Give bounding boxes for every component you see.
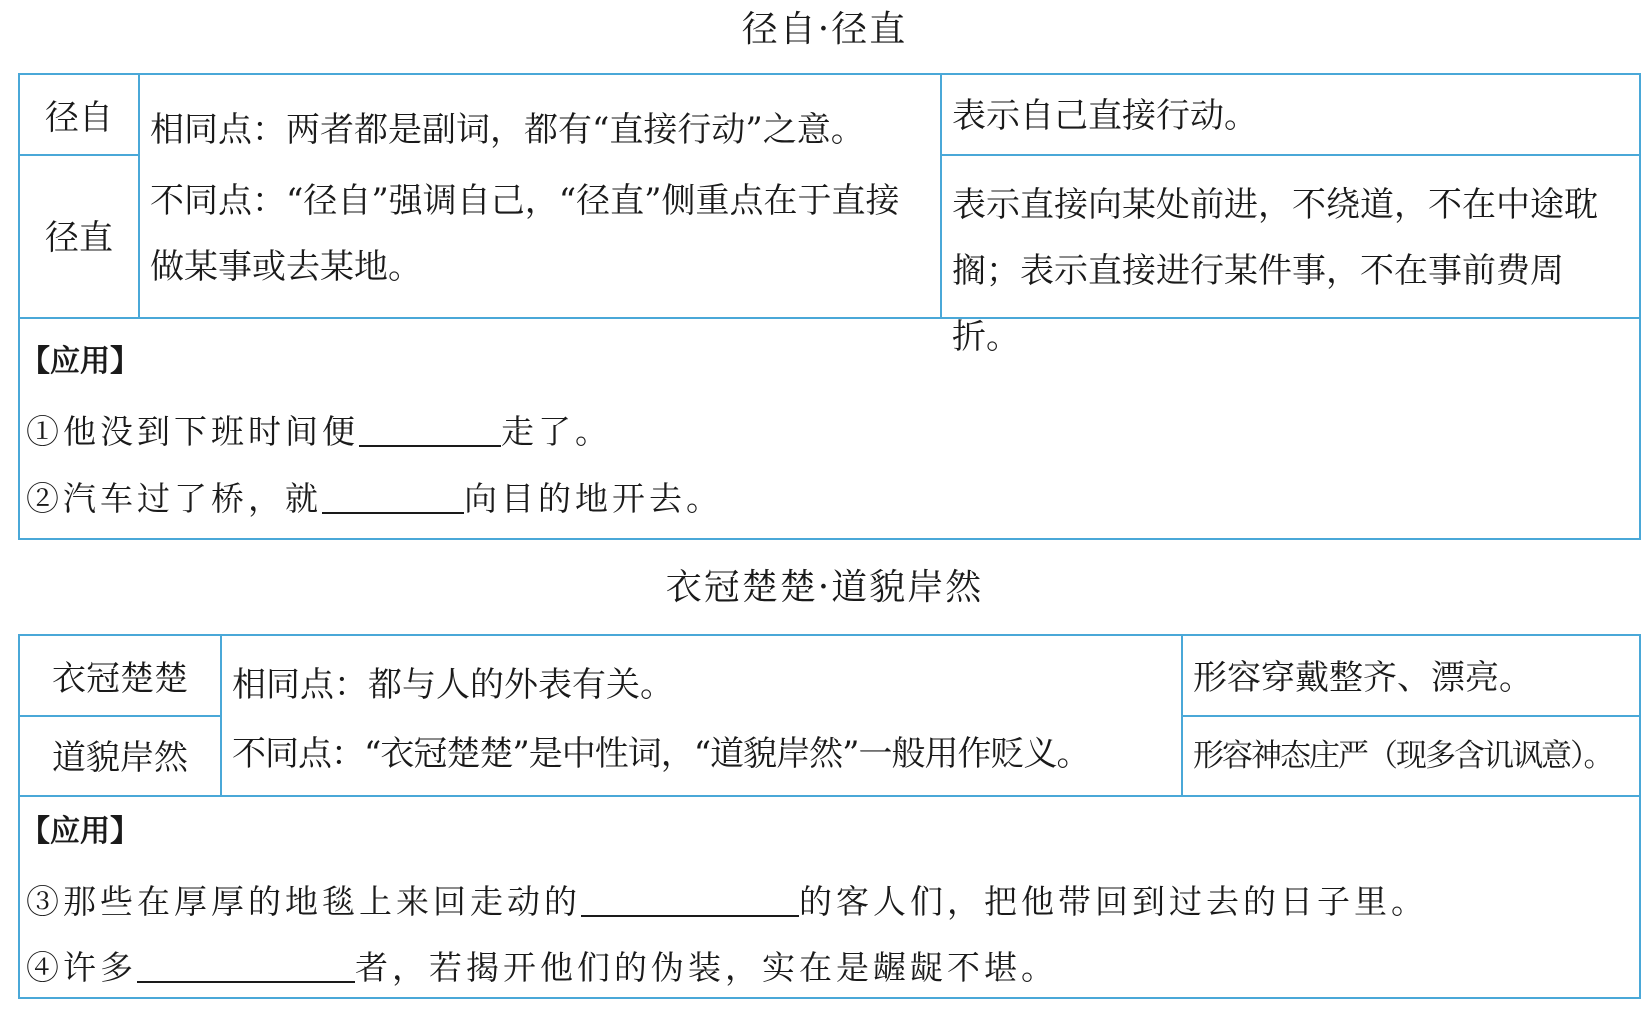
section1-term-a: 径自 bbox=[45, 98, 113, 138]
item-suffix: 向目的地开去。 bbox=[464, 479, 723, 518]
section2-application-heading: 【应用】 bbox=[20, 814, 140, 849]
section1-divider-meaning-row bbox=[940, 154, 1641, 156]
answer-blank[interactable] bbox=[581, 879, 799, 917]
section1-term-b: 径直 bbox=[45, 218, 113, 258]
section2-term-b: 道貌岸然 bbox=[52, 738, 188, 778]
section1-application-item-1 bbox=[26, 409, 612, 454]
item-suffix: 者，若揭开他们的伪装，实在是龌龊不堪。 bbox=[355, 948, 1058, 987]
section2-term-a: 衣冠楚楚 bbox=[52, 659, 188, 699]
section2-shared-point: 相同点：都与人的外表有关。 bbox=[232, 665, 674, 705]
item-suffix: 的客人们，把他带回到过去的日子里。 bbox=[799, 882, 1428, 921]
answer-blank[interactable] bbox=[322, 476, 464, 514]
section2-title: 衣冠楚楚·道貌岸然 bbox=[665, 567, 984, 608]
section2-meaning-b: 形容神态庄严（现多含讥讽意）。 bbox=[1193, 738, 1613, 774]
section2-divider-meaning-row bbox=[1181, 715, 1641, 717]
section2-application-item-4 bbox=[26, 945, 1058, 990]
section2-divider-term-row bbox=[18, 715, 221, 717]
answer-blank[interactable] bbox=[359, 409, 501, 447]
section1-divider-term-row bbox=[18, 154, 139, 156]
section1-difference: 不同点：“径自”强调自己，“径直”侧重点在于直接做某事或去某地。 bbox=[150, 181, 900, 287]
section2-difference: 不同点：“衣冠楚楚”是中性词，“道貌岸然”一般用作贬义。 bbox=[232, 734, 1090, 774]
section1-meaning-b: 表示直接向某处前进，不绕道，不在中途耽搁；表示直接进行某件事，不在事前费周折。 bbox=[952, 185, 1598, 357]
answer-blank[interactable] bbox=[137, 945, 355, 983]
item-suffix: 走了。 bbox=[501, 412, 612, 451]
item-prefix: ②汽车过了桥，就 bbox=[26, 479, 322, 518]
item-prefix: ①他没到下班时间便 bbox=[26, 412, 359, 451]
section2-meaning-a: 形容穿戴整齐、漂亮。 bbox=[1193, 658, 1533, 698]
section2-application-item-3 bbox=[26, 879, 1428, 924]
section1-shared-point: 相同点：两者都是副词，都有“直接行动”之意。 bbox=[150, 110, 865, 150]
section1-application-item-2 bbox=[26, 476, 723, 521]
section1-application-heading: 【应用】 bbox=[20, 344, 140, 379]
section1-title: 径自·径直 bbox=[741, 9, 908, 50]
item-prefix: ④许多 bbox=[26, 948, 137, 987]
item-prefix: ③那些在厚厚的地毯上来回走动的 bbox=[26, 882, 581, 921]
section1-meaning-a: 表示自己直接行动。 bbox=[952, 96, 1258, 136]
